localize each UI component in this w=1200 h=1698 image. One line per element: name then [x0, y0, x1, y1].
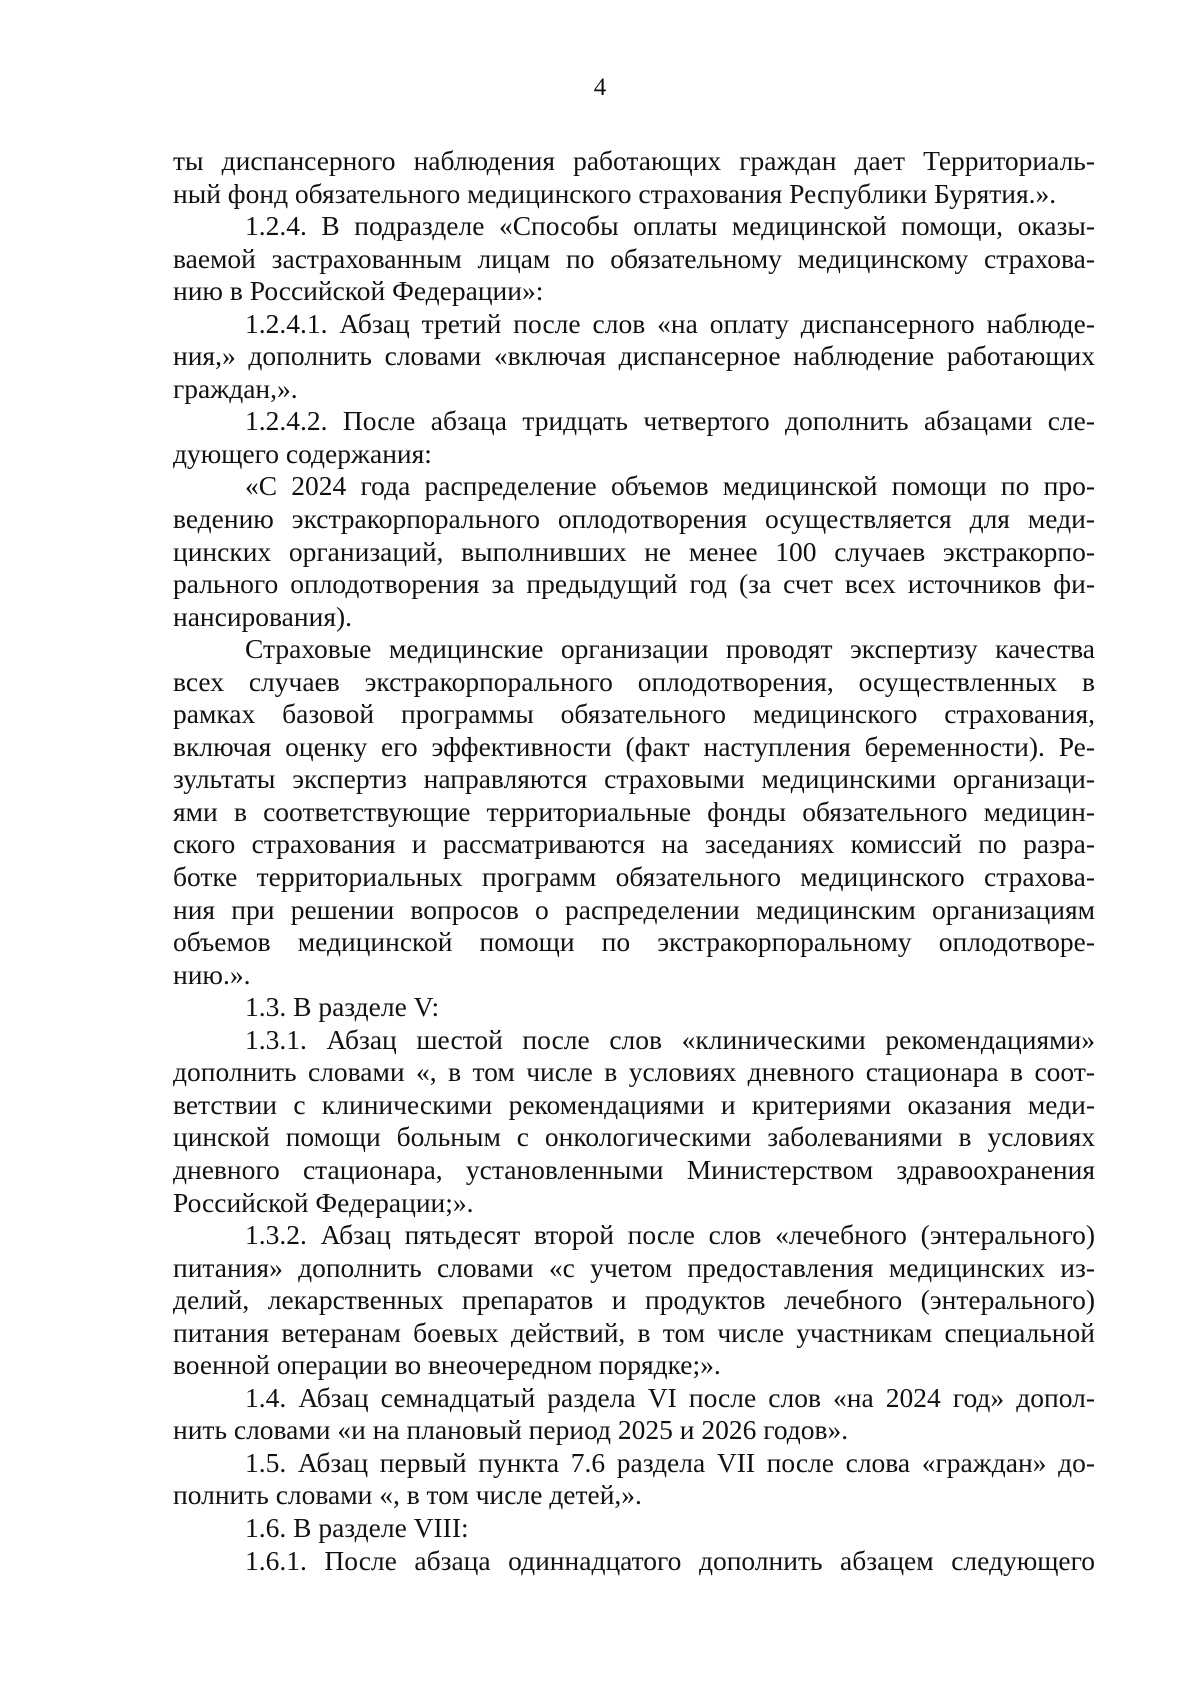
text-line: 1.6.1. После абзаца одиннадцатого дополнить абзацем следующего — [245, 1544, 1095, 1576]
text-line: объемов медицинской помощи по экстракорпоральному оплодотворе- — [173, 926, 1095, 958]
text-line: включая оценку его эффективности (факт наступления беременности). Ре- — [173, 730, 1095, 762]
text-line: питания ветеранам боевых действий, в том числе участникам специальной — [173, 1316, 1095, 1348]
text-line: ботке территориальных программ обязательного медицинского страхова- — [173, 861, 1095, 893]
text-line: дневного стационара, установленными Министерством здравоохранения — [173, 1153, 1095, 1185]
text-line: дополнить словами «, в том числе в условиях дневного стационара в соот- — [173, 1056, 1095, 1088]
text-line: ваемой застрахованным лицам по обязательному медицинскому страхова- — [173, 242, 1095, 274]
text-line: «С 2024 года распределение объемов медицинской помощи по про- — [245, 470, 1095, 502]
text-line: 1.6. В разделе VIII: — [245, 1511, 469, 1543]
text-line: 1.3. В разделе V: — [245, 991, 440, 1023]
text-line: нию в Российской Федерации»: — [173, 275, 544, 307]
text-line: рамках базовой программы обязательного медицинского страхования, — [173, 698, 1095, 730]
text-line: 1.4. Абзац семнадцатый раздела VI после слов «на 2024 год» допол- — [245, 1381, 1095, 1413]
text-line: военной операции во внеочередном порядке;». — [173, 1349, 721, 1381]
text-line: зультаты экспертиз направляются страховыми медицинскими организаци- — [173, 763, 1095, 795]
page-number: 4 — [593, 74, 607, 101]
text-line: цинских организаций, выполнивших не менее 100 случаев экстракорпо- — [173, 535, 1095, 567]
text-line: ты диспансерного наблюдения работающих граждан дает Территориаль- — [173, 145, 1095, 176]
text-line: всех случаев экстракорпорального оплодотворения, осуществленных в — [173, 665, 1095, 697]
text-line: 1.3.1. Абзац шестой после слов «клиническими рекомендациями» — [245, 1023, 1095, 1055]
text-line: полнить словами «, в том числе детей,». — [173, 1479, 642, 1511]
text-line: нию.». — [173, 958, 251, 990]
text-line: граждан,». — [173, 372, 298, 404]
text-line: питания» дополнить словами «с учетом предоставления медицинских из- — [173, 1251, 1095, 1283]
text-line: ями в соответствующие территориальные фонды обязательного медицин- — [173, 795, 1095, 827]
text-line: 1.2.4.1. Абзац третий после слов «на оплату диспансерного наблюде- — [245, 307, 1095, 339]
text-line: делий, лекарственных препаратов и продуктов лечебного (энтерального) — [173, 1284, 1095, 1316]
text-line: ского страхования и рассматриваются на заседаниях комиссий по разра- — [173, 828, 1095, 860]
text-line: нансирования). — [173, 600, 353, 632]
text-line: 1.3.2. Абзац пятьдесят второй после слов «лечебного (энтерального) — [245, 1219, 1095, 1251]
text-line: ветствии с клиническими рекомендациями и критериями оказания меди- — [173, 1088, 1095, 1120]
text-line: цинской помощи больным с онкологическими заболеваниями в условиях — [173, 1121, 1095, 1153]
text-line: ный фонд обязательного медицинского страхования Республики Бурятия.». — [173, 177, 1057, 209]
text-line: Российской Федерации;». — [173, 1186, 474, 1218]
document-body — [173, 145, 1095, 1577]
text-line: 1.5. Абзац первый пункта 7.6 раздела VII после слова «граждан» до- — [245, 1446, 1095, 1478]
text-line: 1.2.4.2. После абзаца тридцать четвертого дополнить абзацами сле- — [245, 405, 1095, 437]
text-line: Страховые медицинские организации проводят экспертизу качества — [245, 633, 1095, 665]
text-line: 1.2.4. В подразделе «Способы оплаты медицинской помощи, оказы- — [245, 210, 1095, 242]
text-line: ния при решении вопросов о распределении медицинским организациям — [173, 893, 1095, 925]
text-line: ведению экстракорпорального оплодотворения осуществляется для меди- — [173, 503, 1095, 535]
text-line: ния,» дополнить словами «включая диспансерное наблюдение работающих — [173, 340, 1095, 372]
text-line: нить словами «и на плановый период 2025 и 2026 годов». — [173, 1414, 849, 1446]
text-line: дующего содержания: — [173, 437, 432, 469]
text-line: рального оплодотворения за предыдущий год (за счет всех источников фи- — [173, 568, 1095, 600]
